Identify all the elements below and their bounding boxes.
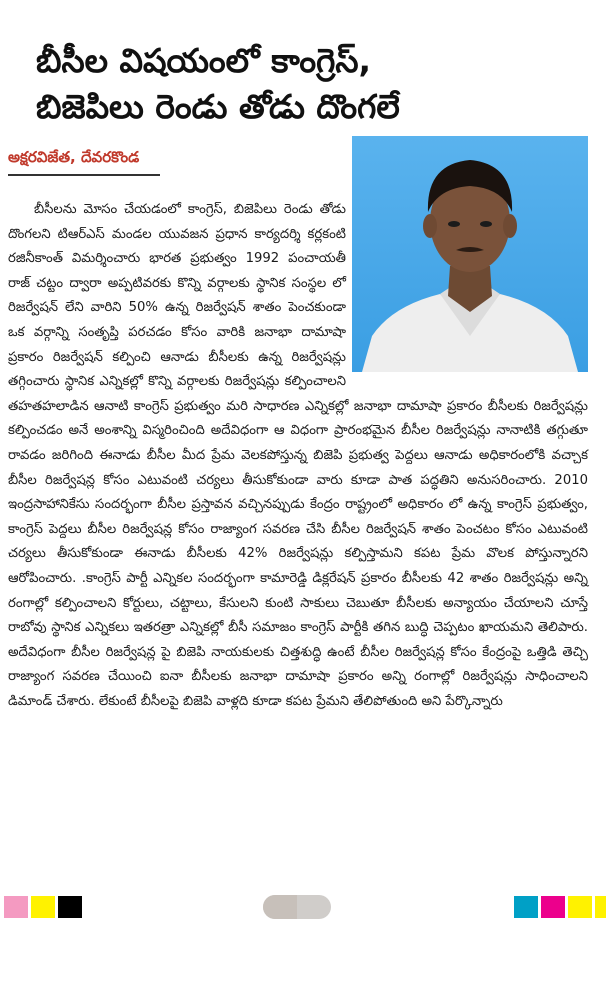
scroll-handle-icon[interactable] xyxy=(263,895,331,919)
headline-line-2: బిజెపిలు రెండు తోడు దొంగలే xyxy=(36,87,400,126)
print-registration-mark xyxy=(541,896,565,918)
article-paragraph: బీసీలను మోసం చేయడంలో కాంగ్రెస్, బిజెపిలు రెండు తోడు దొంగలని టిఆర్ఎస్ మండల యువజన ప్రధాన కార్యదర్శి కర్లకంటి రజినీకాంత్ విమర్శించారు భారత ప్రభుత్వం 1992 పంచాయతీ రాజ్ చట్టం ద్వారా అప్పటివరకు కొన్ని వర్గాలకు స్థానిక సంస్థల లో రిజర్వేషన్ లేని వారిని 50% ఉన్న రిజర్వేషన్ శాతం పెంచకుండా ఒక వర్గాన్ని సంతృప్తి పరచడం కోసం వారికి జనాభా దామాషా ప్రకారం రిజర్వేషన్ కల్పించి ఆనాడు బీసీలకు ఉన్న రిజర్వేషన్లు తగ్గించారు స్థానిక ఎన్నికల్లో కొన్ని వర్గాలకు రిజర్వేషన్లు కల్పించాలని తహతహలాడిన ఆనాటి కాంగ్రెస్ ప్రభుత్వం మరి సాధారణ ఎన్నికల్లో జనాభా దామాషా ప్రకారం బీసీలకు రిజర్వేషన్లు కల్పించడం అనే అంశాన్ని విస్మరించింది అదేవిధంగా ఆ విధంగా ప్రారంభమైన బీసీల రిజర్వేషన్లు నానాటికి తగ్గుతూ రావడం జరిగింది ఈనాడు బీసీల మీద ప్రేమ వెలకపోస్తున్న బిజెపి ప్రభుత్వ పెద్దలు ఆనాడు అధికారంలోకి వచ్చాక బీసీల రిజర్వేషన్ల కోసం ఎటువంటి చర్యలు తీసుకోకుండా వారు కూడా పాత పద్ధతిని అనుసరించారు. 2010 ఇంద్రసాహానికేసు సందర్భంగా బీసీల ప్రస్తావన వచ్చినప్పుడు కేంద్రం రాష్ట్రంలో అధికారం లో ఉన్న కాంగ్రెస్ ప్రభుత్వం, కాంగ్రెస్ పెద్దలు బీసీల రిజర్వేషన్ల కోసం రాజ్యాంగ సవరణ చేసి బీసీల రిజర్వేషన్ శాతం పెంచటం కోసం ఎటువంటి చర్యలు తీసుకోకుండా ఈనాడు బీసీలకు 42% రిజర్వేషన్లు కల్పిస్తామని కపట ప్రేమ వొలక పోస్తున్నారని ఆరోపించారు. .కాంగ్రెస్ పార్టీ ఎన్నికల సందర్భంగా కామారెడ్డి డిక్లరేషన్ ప్రకారం బీసీలకు 42 శాతం రిజర్వేషన్లు అన్ని రంగాల్లో కల్పించాలని కోర్టులు, చట్టాలు, కేసులని కుంటి సాకులు చెబుతూ బీసీలకు అన్యాయం చేయాలని చూస్తే రాబోవు స్థానిక ఎన్నికలు ఇతరత్రా ఎన్నికల్లో బీసీ సమాజం కాంగ్రెస్ పార్టీకి తగిన బుద్ధి చెప్పటం ఖాయమని తెలిపారు. అదేవిధంగా బీసీల రిజర్వేషన్ల పై బిజెపి నాయకులకు చిత్తశుద్ధి ఉంటే బీసీల రిజర్వేషన్ల కోసం కేంద్రంపై ఒత్తిడి తెచ్చి రాజ్యాంగ సవరణ చేయించి ఐనా బీసీలకు జనాభా దామాషా ప్రకారం అన్ని రంగాల్లో రిజర్వేషన్లు సాధించాలని డిమాండ్ చేశారు. లేకుంటే బీసీలపై బిజెపి వాళ్లది కూడా కపట ప్రేమని తేలిపోతుంది అని పేర్కొన్నారు xyxy=(8,202,588,709)
article-body xyxy=(8,198,588,714)
headline-line-1: బీసీల విషయంలో కాంగ్రెస్, xyxy=(36,41,372,80)
scroll-handle-left-half xyxy=(263,895,297,919)
print-registration-mark xyxy=(514,896,538,918)
print-registration-mark xyxy=(31,896,55,918)
print-registration-mark xyxy=(4,896,28,918)
byline: అక్షరవిజేత, దేవరకొండ xyxy=(8,148,140,166)
headline xyxy=(36,38,576,130)
print-registration-mark xyxy=(58,896,82,918)
print-registration-mark xyxy=(595,896,606,918)
byline-underline xyxy=(8,174,160,176)
print-registration-mark xyxy=(568,896,592,918)
photo-wrap-space xyxy=(346,198,588,378)
